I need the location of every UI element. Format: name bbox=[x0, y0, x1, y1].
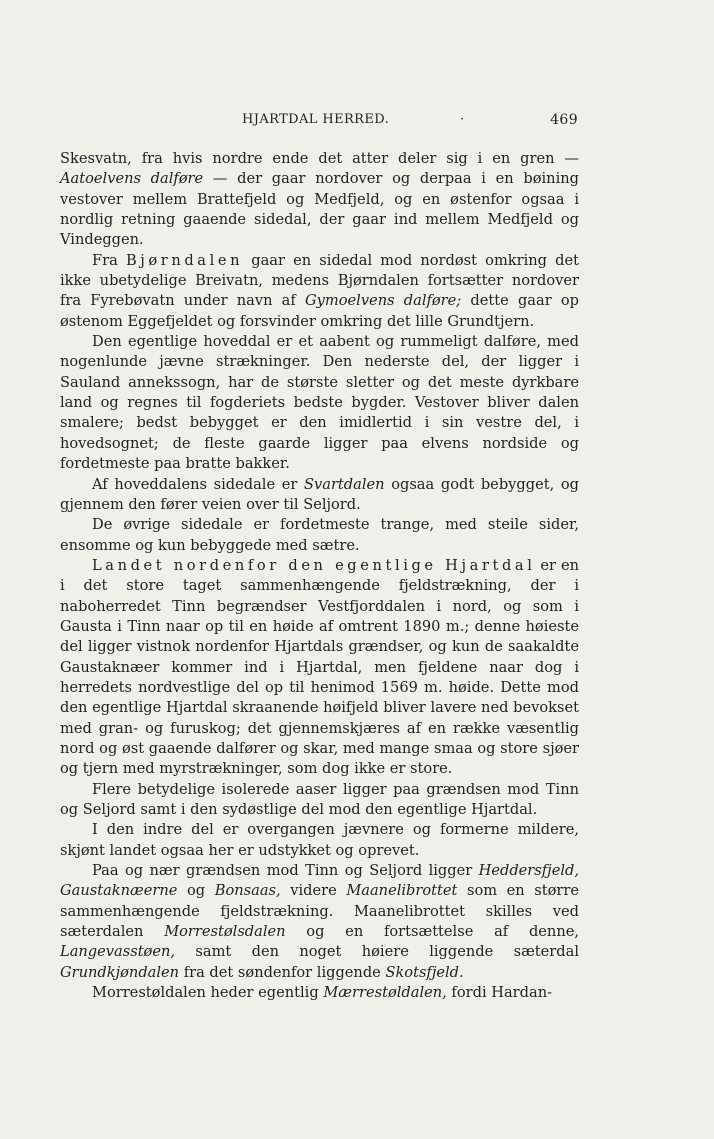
text-run: videre bbox=[280, 882, 347, 900]
text-run: samt den noget høiere liggende sæterdal bbox=[175, 943, 579, 961]
italic-term: Maanelibrottet bbox=[346, 882, 458, 900]
text-run: dette gaar op østenom Eggefjeldet og forsvinder omkring det lille Grundtjern. bbox=[60, 292, 579, 330]
paragraph bbox=[60, 515, 579, 556]
text-run: Fra bbox=[92, 251, 126, 269]
italic-term: Mærrestøldalen, bbox=[323, 984, 447, 1002]
body-text bbox=[60, 149, 579, 1003]
italic-term: Langevasstøen, bbox=[60, 943, 176, 961]
italic-term: Skotsfjeld. bbox=[385, 963, 464, 981]
italic-term: Aatoelvens dalføre bbox=[60, 170, 204, 188]
italic-term: Grundkjøndalen bbox=[60, 963, 180, 981]
running-header bbox=[60, 112, 578, 134]
italic-term: Svartdalen bbox=[304, 475, 385, 493]
paragraph bbox=[60, 820, 579, 861]
spaced-term: Bjørndalen bbox=[125, 251, 244, 269]
running-title: HJARTDAL HERRED. bbox=[242, 112, 390, 127]
paragraph bbox=[60, 475, 579, 516]
paragraph bbox=[60, 251, 579, 332]
paragraph bbox=[60, 861, 579, 983]
italic-term: Morrestølsdalen bbox=[164, 923, 286, 941]
paragraph bbox=[60, 556, 579, 780]
spaced-term: Landet nordenfor den egentlige Hjartdal bbox=[92, 556, 536, 574]
header-separator: · bbox=[460, 112, 465, 127]
italic-term: Bonsaas, bbox=[214, 882, 281, 900]
paragraph bbox=[60, 332, 579, 474]
text-run: Flere betydelige isolerede aaser ligger paa grændsen mod Tinn og Seljord samt i den sydøstlige del mod den egentlige Hjartdal. bbox=[60, 780, 579, 818]
text-run: og en fortsættelse af denne, bbox=[285, 923, 579, 941]
text-run: Den egentlige hoveddal er et aabent og rummeligt dalføre, med nogenlunde jævne strækninger. Den nederste del, der ligger i Sauland annekssogn, har de største sletter og det meste dyrkbare land og regnes til fogderiets bedste bygder. Vestover bliver dalen smalere; bedst bebygget er den imidlertid i sin vestre del, i hovedsognet; de fleste gaarde ligger paa elvens nordside og fordetmeste paa bratte bakker. bbox=[60, 333, 579, 473]
text-run: Paa og nær grændsen mod Tinn og Seljord ligger bbox=[92, 862, 479, 880]
text-run: gaar en sidedal mod nordøst omkring det ikke ubetydelige Breivatn, medens Bjørndalen fortsætter nordover fra Fyrebøvatn under navn af bbox=[60, 251, 579, 310]
text-run: er en i det store taget sammenhængende fjeldstrækning, der i naboherredet Tinn begrændser Vestfjorddalen i nord, og som i Gausta i Tinn naar op til en høide af omtrent 1890 m.; denne høieste del ligger vistnok nordenfor Hjartdals grændser, og kun de saakaldte Gaustaknæer kommer ind i Hjartdal, men fjeldene naar dog i herredets nordvestlige del op til henimod 1569 m. høide. Dette mod den egentlige Hjartdal skraanende høifjeld bliver lavere ned bevokset med gran- og furuskog; det gjennemskjæres af en række væsentlig nord og øst gaaende dalfører og skar, med mange smaa og store sjøer og tjern med myrstrækninger, som dog ikke er store. bbox=[60, 556, 579, 778]
paragraph bbox=[60, 780, 579, 821]
text-run: Af hoveddalens sidedale er bbox=[92, 475, 305, 493]
text-run: ogsaa godt bebygget, og gjennem den fører veien over til Seljord. bbox=[60, 475, 579, 513]
text-run: fra det søndenfor liggende bbox=[179, 963, 386, 981]
italic-term: Heddersfjeld, Gaustaknæerne bbox=[60, 862, 579, 900]
text-run: De øvrige sidedale er fordetmeste trange, med steile sider, ensomme og kun bebyggede med sætre. bbox=[60, 516, 579, 554]
text-run: I den indre del er overgangen jævnere og formerne mildere, skjønt landet ogsaa her er udstykket og oprevet. bbox=[60, 821, 579, 859]
text-run: fordi Hardan- bbox=[446, 984, 553, 1002]
text-run: — der gaar nordover og derpaa i en bøining vestover mellem Brattefjeld og Medfjeld, og en østenfor ogsaa i nordlig retning gaaende sidedal, der gaar ind mellem Medfjeld og Vindeggen. bbox=[60, 170, 579, 249]
text-run: og bbox=[177, 882, 215, 900]
text-run: som en større sammenhængende fjeldstrækning. Maanelibrottet skilles ved sæterdalen bbox=[60, 882, 580, 941]
text-run: Skesvatn, fra hvis nordre ende det atter deler sig i en gren — bbox=[60, 150, 579, 167]
italic-term: Gymoelvens dalføre; bbox=[304, 292, 462, 310]
paragraph bbox=[60, 983, 579, 1003]
paragraph bbox=[60, 149, 579, 251]
text-run: Morrestøldalen heder egentlig bbox=[92, 984, 324, 1002]
page-number: 469 bbox=[550, 112, 578, 128]
